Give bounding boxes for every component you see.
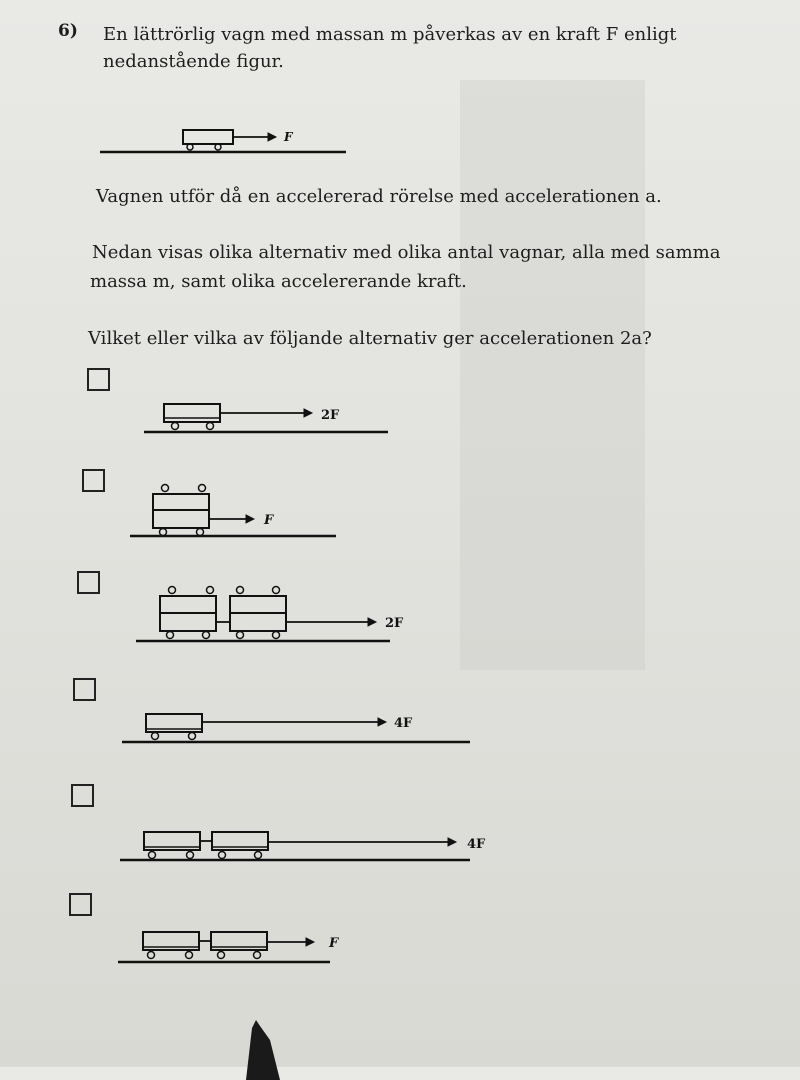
main-figure xyxy=(100,130,346,152)
statement-options-line-1: Nedan visas olika alternativ med olika antal vagnar, alla med samma xyxy=(92,242,721,263)
pen-tip xyxy=(246,1020,280,1080)
option-5-force-label: 4F xyxy=(467,837,486,852)
option-4-checkbox[interactable] xyxy=(73,678,96,701)
option-4-figure xyxy=(122,714,470,742)
option-1-figure xyxy=(144,404,388,432)
option-2-figure xyxy=(130,485,336,537)
main-force-label: F xyxy=(284,130,293,144)
question-line-1: En lättrörlig vagn med massan m påverkas av en kraft F enligt xyxy=(103,24,677,45)
option-6-force-label: F xyxy=(329,936,339,951)
option-1-checkbox[interactable] xyxy=(87,368,110,391)
option-3-force-label: 2F xyxy=(385,616,404,631)
question-prompt: Vilket eller vilka av följande alternativ ger accelerationen 2a? xyxy=(88,328,652,349)
statement-options-line-2: massa m, samt olika accelererande kraft. xyxy=(90,271,467,292)
option-3-figure xyxy=(136,587,404,642)
option-5-figure xyxy=(120,832,486,860)
option-4-force-label: 4F xyxy=(394,716,413,731)
option-5-checkbox[interactable] xyxy=(71,784,94,807)
statement-acceleration: Vagnen utför då en accelererad rörelse med accelerationen a. xyxy=(96,186,662,207)
option-3-checkbox[interactable] xyxy=(77,571,100,594)
option-2-checkbox[interactable] xyxy=(82,469,105,492)
question-line-2: nedanstående figur. xyxy=(103,51,284,72)
question-number: 6) xyxy=(58,21,78,41)
option-6-figure xyxy=(118,932,339,962)
option-6-checkbox[interactable] xyxy=(69,893,92,916)
option-1-force-label: 2F xyxy=(321,408,340,423)
option-2-force-label: F xyxy=(264,513,274,528)
